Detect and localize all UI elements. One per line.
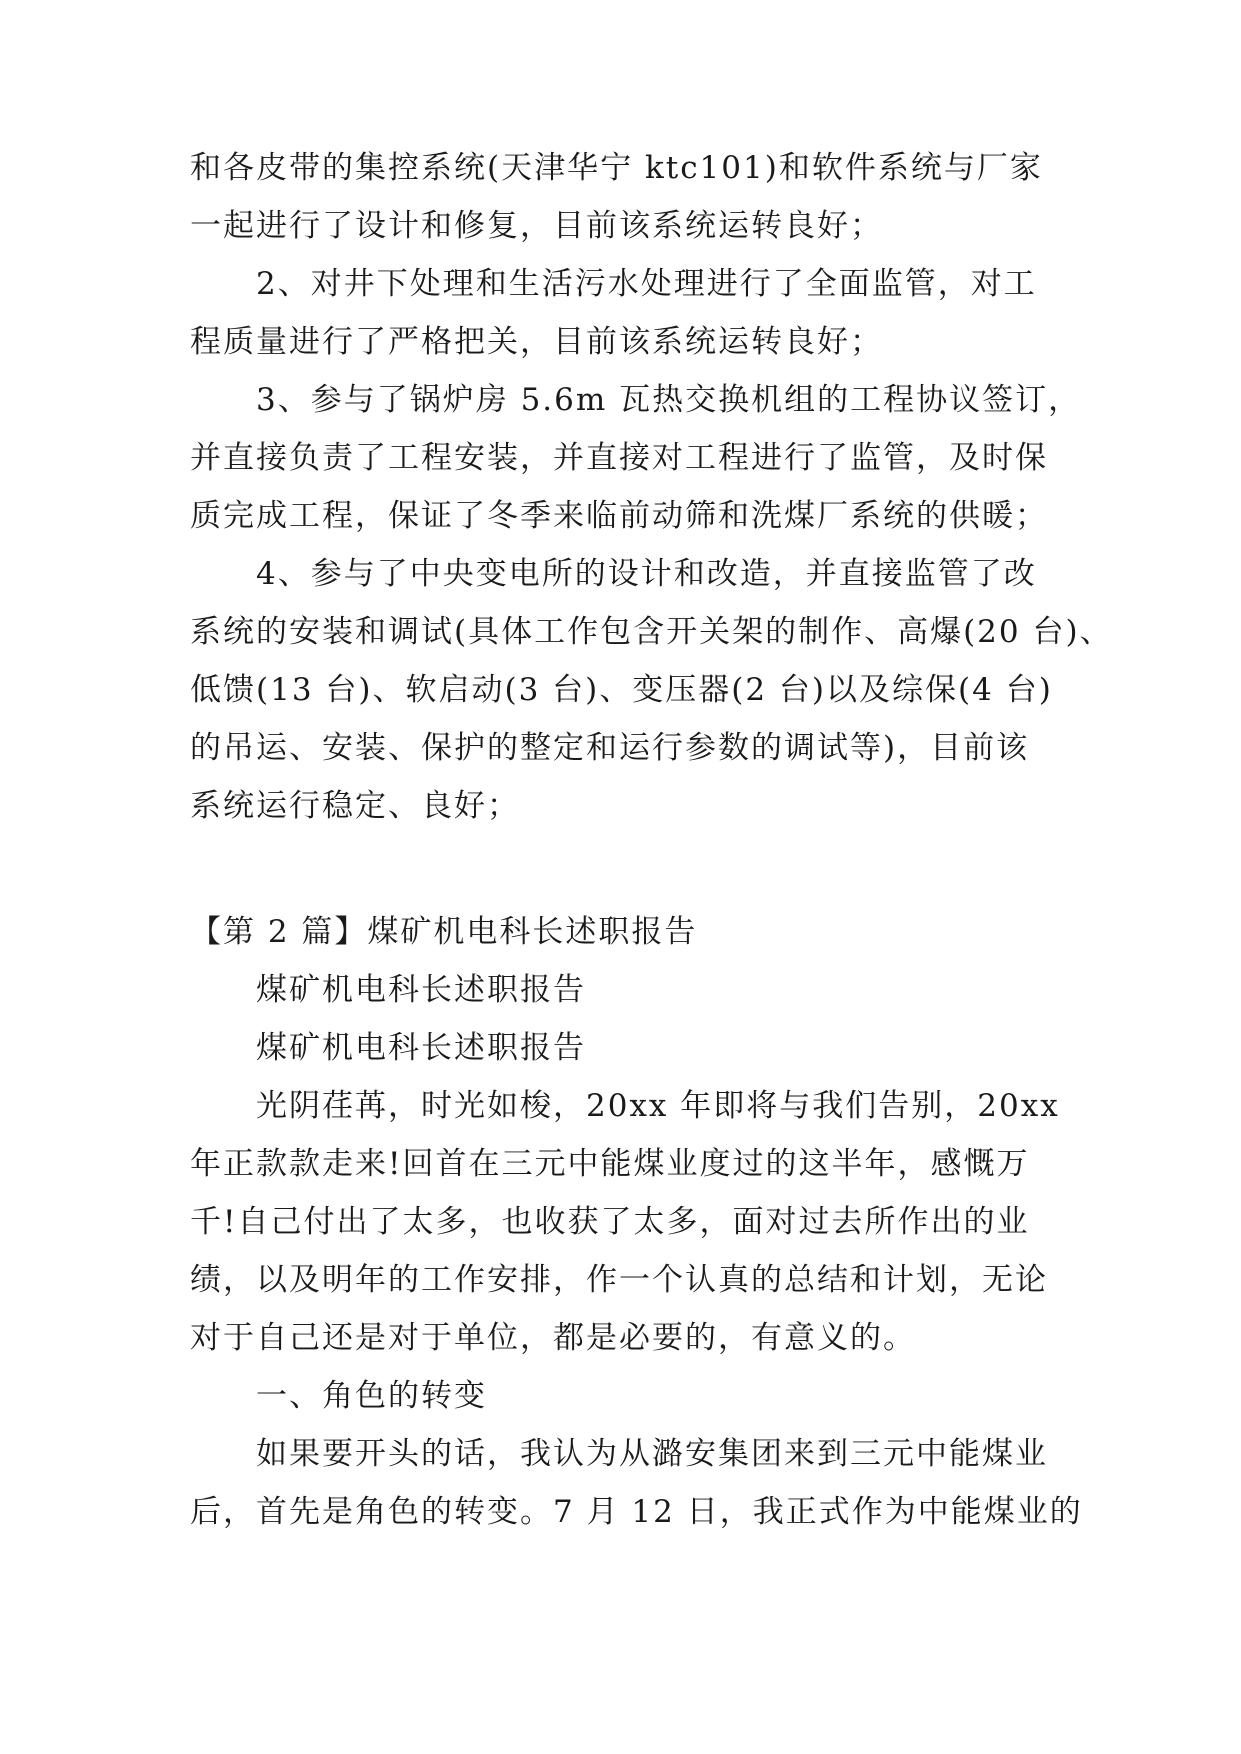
document-title: 煤矿机电科长述职报告 (256, 972, 586, 1008)
text-line: 如果要开头的话，我认为从潞安集团来到三元中能煤业 (256, 1436, 1048, 1472)
text-line: 年正款款走来!回首在三元中能煤业度过的这半年，感慨万 (190, 1146, 1030, 1182)
text-line: 并直接负责了工程安装，并直接对工程进行了监管，及时保 (190, 440, 1048, 476)
text-line: 系统的安装和调试(具体工作包含开关架的制作、高爆(20 台)、 (190, 614, 1113, 650)
text-line: 低馈(13 台)、软启动(3 台)、变压器(2 台)以及综保(4 台) (190, 672, 1053, 708)
text-line: 对于自己还是对于单位，都是必要的，有意义的。 (190, 1320, 916, 1356)
section-heading: 【第 2 篇】煤矿机电科长述职报告 (190, 914, 698, 950)
text-line: 2、对井下处理和生活污水处理进行了全面监管，对工 (256, 266, 1037, 302)
text-line: 后，首先是角色的转变。7 月 12 日，我正式作为中能煤业的 (190, 1494, 1083, 1530)
text-line: 程质量进行了严格把关，目前该系统运转良好； (190, 324, 883, 360)
text-line: 光阴荏苒，时光如梭，20xx 年即将与我们告别，20xx (256, 1088, 1060, 1124)
text-line: 3、参与了锅炉房 5.6m 瓦热交换机组的工程协议签订， (256, 382, 1082, 418)
document-subtitle: 煤矿机电科长述职报告 (256, 1030, 586, 1066)
text-line: 和各皮带的集控系统(天津华宁 ktc101)和软件系统与厂家 (190, 150, 1043, 186)
text-line: 一起进行了设计和修复，目前该系统运转良好； (190, 208, 883, 244)
text-line: 千!自己付出了太多，也收获了太多，面对过去所作出的业 (190, 1204, 1030, 1240)
text-line: 绩，以及明年的工作安排，作一个认真的总结和计划，无论 (190, 1262, 1048, 1298)
section-subheading: 一、角色的转变 (256, 1378, 487, 1414)
text-line: 的吊运、安装、保护的整定和运行参数的调试等)，目前该 (190, 730, 1030, 766)
text-line: 质完成工程，保证了冬季来临前动筛和洗煤厂系统的供暖； (190, 498, 1048, 534)
text-line: 4、参与了中央变电所的设计和改造，并直接监管了改 (256, 556, 1037, 592)
text-line: 系统运行稳定、良好； (190, 788, 520, 824)
